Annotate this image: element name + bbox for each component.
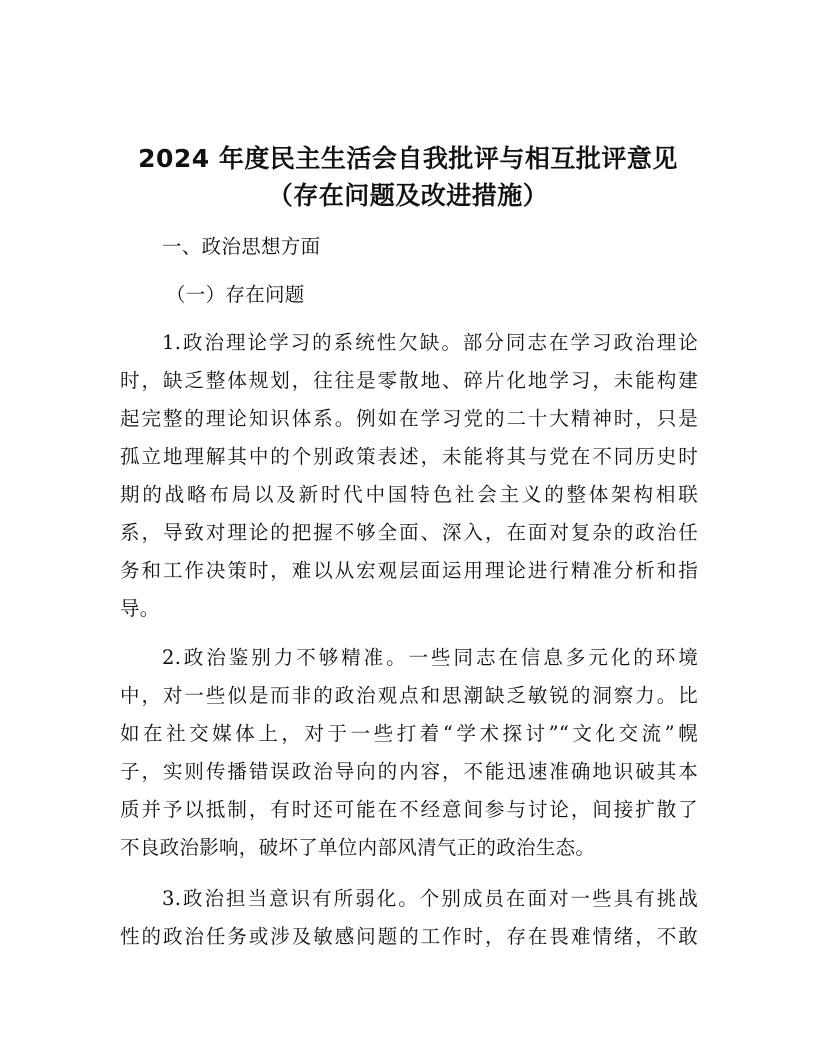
paragraph-line: 2.政治鉴别力不够精准。一些同志在信息多元化的环境 — [162, 646, 698, 669]
paragraph-line: 时，缺乏整体规划，往往是零散地、碎片化地学习，未能构建 — [120, 369, 698, 392]
paragraph-line: 如在社交媒体上，对于一些打着“学术探讨”“文化交流”幌 — [120, 722, 698, 745]
paragraph-line: 不良政治影响，破坏了单位内部风清气正的政治生态。 — [120, 836, 596, 859]
paragraph-line: 期的战略布局以及新时代中国特色社会主义的整体架构相联 — [120, 483, 698, 506]
paragraph-line: 系，导致对理论的把握不够全面、深入，在面对复杂的政治任 — [120, 521, 698, 544]
paragraph-line: 起完整的理论知识体系。例如在学习党的二十大精神时，只是 — [120, 407, 698, 430]
paragraph-line: 子，实则传播错误政治导向的内容，不能迅速准确地识破其本 — [120, 760, 698, 783]
title-line-1: 2024 年度民主生活会自我批评与相互批评意见 — [138, 144, 678, 173]
paragraph-line: 务和工作决策时，难以从宏观层面运用理论进行精准分析和指 — [120, 559, 698, 582]
document-body — [120, 228, 698, 956]
subsection-heading: （一）存在问题 — [166, 283, 305, 306]
paragraph-line: 3.政治担当意识有所弱化。个别成员在面对一些具有挑战 — [162, 887, 698, 910]
paragraph-line: 中，对一些似是而非的政治观点和思潮缺乏敏锐的洞察力。比 — [120, 684, 698, 707]
document-title — [0, 140, 816, 214]
section-heading: 一、政治思想方面 — [162, 235, 321, 258]
paragraph-line: 性的政治任务或涉及敏感问题的工作时，存在畏难情绪，不敢 — [120, 925, 698, 948]
paragraph-3 — [120, 880, 698, 956]
paragraph-line: 导。 — [120, 597, 160, 620]
paragraph-line: 1.政治理论学习的系统性欠缺。部分同志在学习政治理论 — [162, 331, 698, 354]
paragraph-line: 质并予以抵制，有时还可能在不经意间参与讨论，间接扩散了 — [120, 798, 698, 821]
paragraph-1 — [120, 324, 698, 628]
paragraph-line: 孤立地理解其中的个别政策表述，未能将其与党在不同历史时 — [120, 445, 698, 468]
paragraph-2 — [120, 639, 698, 867]
title-line-2: （存在问题及改进措施） — [267, 181, 549, 210]
